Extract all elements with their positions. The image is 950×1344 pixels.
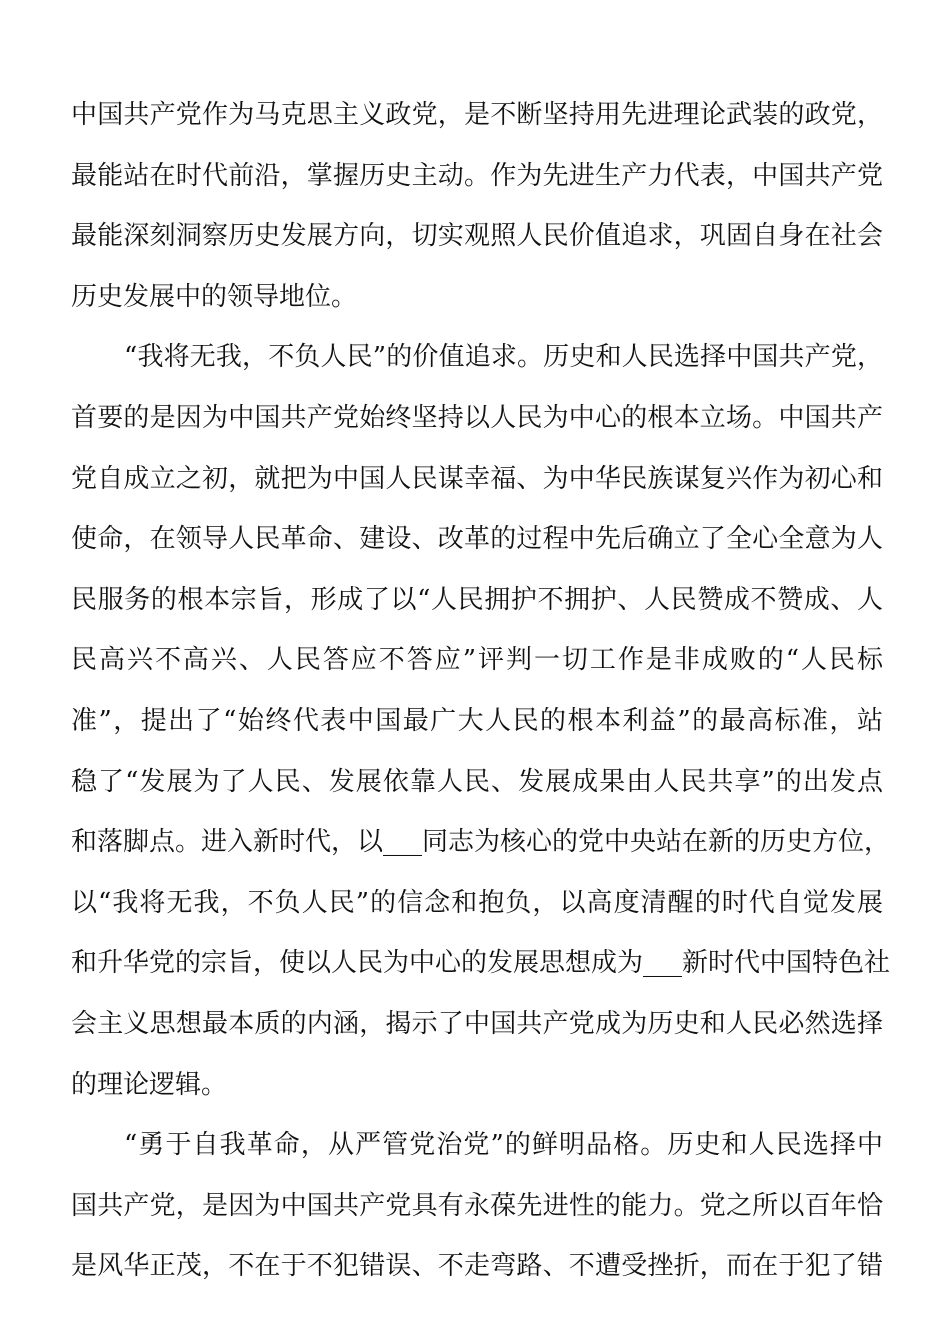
paragraph-line: 和升华党的宗旨，使以人民为中心的发展思想成为___新时代中国特色社 xyxy=(71,948,891,979)
paragraph-3 xyxy=(71,1125,883,1287)
paragraph-line: 以“我将无我，不负人民”的信念和抱负，以高度清醒的时代自觉发展 xyxy=(71,887,883,918)
paragraph-line: 民高兴不高兴、人民答应不答应”评判一切工作是非成败的“人民标 xyxy=(71,645,883,676)
paragraph-heading-line: “勇于自我革命，从严管党治党”的鲜明品格。历史和人民选择中 xyxy=(124,1130,883,1161)
paragraph-line: 党自成立之初，就把为中国人民谋幸福、为中华民族谋复兴作为初心和 xyxy=(71,463,883,494)
paragraph-line: 是风华正茂，不在于不犯错误、不走弯路、不遭受挫折，而在于犯了错 xyxy=(71,1251,883,1282)
paragraph-line: 中国共产党作为马克思主义政党，是不断坚持用先进理论武装的政党， xyxy=(71,100,883,130)
paragraph-line: 民服务的根本宗旨，形成了以“人民拥护不拥护、人民赞成不赞成、人 xyxy=(71,584,883,615)
paragraph-line: 稳了“发展为了人民、发展依靠人民、发展成果由人民共享”的出发点 xyxy=(71,766,883,797)
paragraph-line: 和落脚点。进入新时代，以___同志为核心的党中央站在新的历史方位， xyxy=(71,827,891,858)
paragraph-line: 准”，提出了“始终代表中国最广大人民的根本利益”的最高标准，站 xyxy=(71,705,883,736)
paragraph-line: 最能深刻洞察历史发展方向，切实观照人民价值追求，巩固自身在社会 xyxy=(71,221,883,252)
paragraph-line: 的理论逻辑。 xyxy=(71,1069,228,1100)
paragraph-line: 国共产党，是因为中国共产党具有永葆先进性的能力。党之所以百年恰 xyxy=(71,1190,883,1221)
paragraph-line: 会主义思想最本质的内涵，揭示了中国共产党成为历史和人民必然选择 xyxy=(71,1008,883,1039)
paragraph-heading-line: “我将无我，不负人民”的价值追求。历史和人民选择中国共产党， xyxy=(124,342,883,373)
body-text xyxy=(71,95,891,1307)
paragraph-1 xyxy=(71,95,883,318)
paragraph-line: 使命，在领导人民革命、建设、改革的过程中先后确立了全心全意为人 xyxy=(71,524,883,555)
paragraph-2 xyxy=(71,337,891,1105)
paragraph-line: 历史发展中的领导地位。 xyxy=(71,281,358,312)
paragraph-line: 最能站在时代前沿，掌握历史主动。作为先进生产力代表，中国共产党 xyxy=(71,160,883,191)
paragraph-line: 首要的是因为中国共产党始终坚持以人民为中心的根本立场。中国共产 xyxy=(71,402,883,433)
